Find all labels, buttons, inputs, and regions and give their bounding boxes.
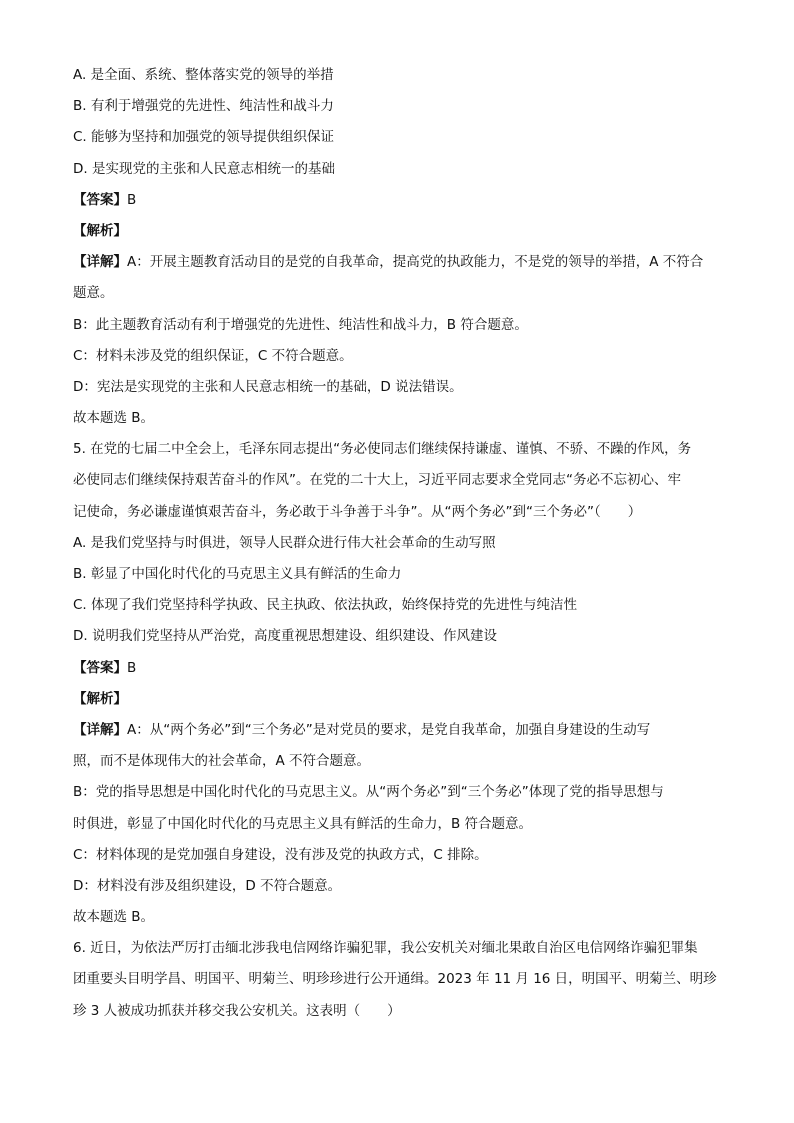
q6-stem-line-2: 团重要头目明学昌、明国平、明菊兰、明珍珍进行公开通缉。2023 年 11 月 16 日，明国平、明菊兰、明珍 [73, 971, 717, 988]
q5-detail-b: B：党的指导思想是中国化时代化的马克思主义。从“两个务必”到“三个务必”体现了党的指导思想与 [73, 784, 664, 801]
detail-tag: 【详解】 [73, 721, 127, 738]
q5-detail-d: D：材料没有涉及组织建设，D 不符合题意。 [73, 877, 342, 894]
q4-answer [73, 187, 725, 218]
detail-text: A：从“两个务必”到“三个务必”是对党员的要求，是党自我革命，加强自身建设的生动写 [127, 721, 651, 738]
q4-option-a: A. 是全面、系统、整体落实党的领导的举措 [73, 67, 334, 83]
q5-detail-b-cont: 时俱进，彰显了中国化时代化的马克思主义具有鲜活的生命力，B 符合题意。 [73, 815, 533, 832]
q5-option-c: C. 体现了我们党坚持科学执政、民主执政、依法执政，始终保持党的先进性与纯洁性 [73, 597, 578, 614]
analysis-tag: 【解析】 [73, 690, 127, 707]
q5-detail-a-cont: 照，而不是体现伟大的社会革命，A 不符合题意。 [73, 753, 371, 770]
q6-stem-line-3: 珍 3 人被成功抓获并移交我公安机关。这表明（ ） [73, 1002, 401, 1019]
q5-option-d: D. 说明我们党坚持从严治党，高度重视思想建设、组织建设、作风建设 [73, 628, 497, 645]
q5-detail-a [73, 717, 725, 748]
detail-tag: 【详解】 [73, 254, 127, 271]
answer-value: B [127, 191, 137, 208]
q4-detail-b: B：此主题教育活动有利于增强党的先进性、纯洁性和战斗力，B 符合题意。 [73, 316, 528, 333]
analysis-tag: 【解析】 [73, 222, 127, 239]
q4-option-d: D. 是实现党的主张和人民意志相统一的基础 [73, 160, 335, 177]
q5-analysis [73, 686, 725, 717]
q4-detail-d: D：宪法是实现党的主张和人民意志相统一的基础，D 说法错误。 [73, 378, 463, 395]
q5-conclusion: 故本题选 B。 [73, 909, 155, 926]
q5-answer [73, 655, 725, 686]
document-content [73, 62, 725, 1029]
detail-text: A：开展主题教育活动目的是党的自我革命，提高党的执政能力，不是党的领导的举措，A 不符合 [127, 254, 704, 271]
answer-tag: 【答案】 [73, 191, 127, 208]
q5-option-a: A. 是我们党坚持与时俱进，领导人民群众进行伟大社会革命的生动写照 [73, 534, 496, 551]
q5-detail-c: C：材料体现的是党加强自身建设，没有涉及党的执政方式，C 排除。 [73, 846, 488, 863]
q5-stem-line-2: 必使同志们继续保持艰苦奋斗的作风”。在党的二十大上，习近平同志要求全党同志“务必不忘初心、牢 [73, 472, 681, 489]
q4-detail-a [73, 249, 725, 280]
q4-option-c: C. 能够为坚持和加强党的领导提供组织保证 [73, 129, 335, 146]
answer-value: B [127, 659, 137, 676]
q4-conclusion: 故本题选 B。 [73, 410, 155, 427]
q4-option-b: B. 有利于增强党的先进性、纯洁性和战斗力 [73, 98, 334, 115]
q5-option-b: B. 彰显了中国化时代化的马克思主义具有鲜活的生命力 [73, 566, 402, 582]
q4-detail-a-cont: 题意。 [73, 285, 114, 302]
answer-tag: 【答案】 [73, 659, 127, 676]
q6-stem-line-1: 6. 近日，为依法严厉打击缅北涉我电信网络诈骗犯罪，我公安机关对缅北果敢自治区电信网络诈骗犯罪集 [73, 940, 698, 957]
q4-analysis [73, 218, 725, 249]
q5-stem-line-1: 5. 在党的七届二中全会上，毛泽东同志提出“务必使同志们继续保持谦虚、谨慎、不骄、不躁的作风，务 [73, 441, 692, 458]
q4-detail-c: C：材料未涉及党的组织保证，C 不符合题意。 [73, 347, 353, 364]
q5-stem-line-3: 记使命，务必谦虚谨慎艰苦奋斗，务必敢于斗争善于斗争”。从“两个务必”到“三个务必”（ ） [73, 503, 642, 520]
